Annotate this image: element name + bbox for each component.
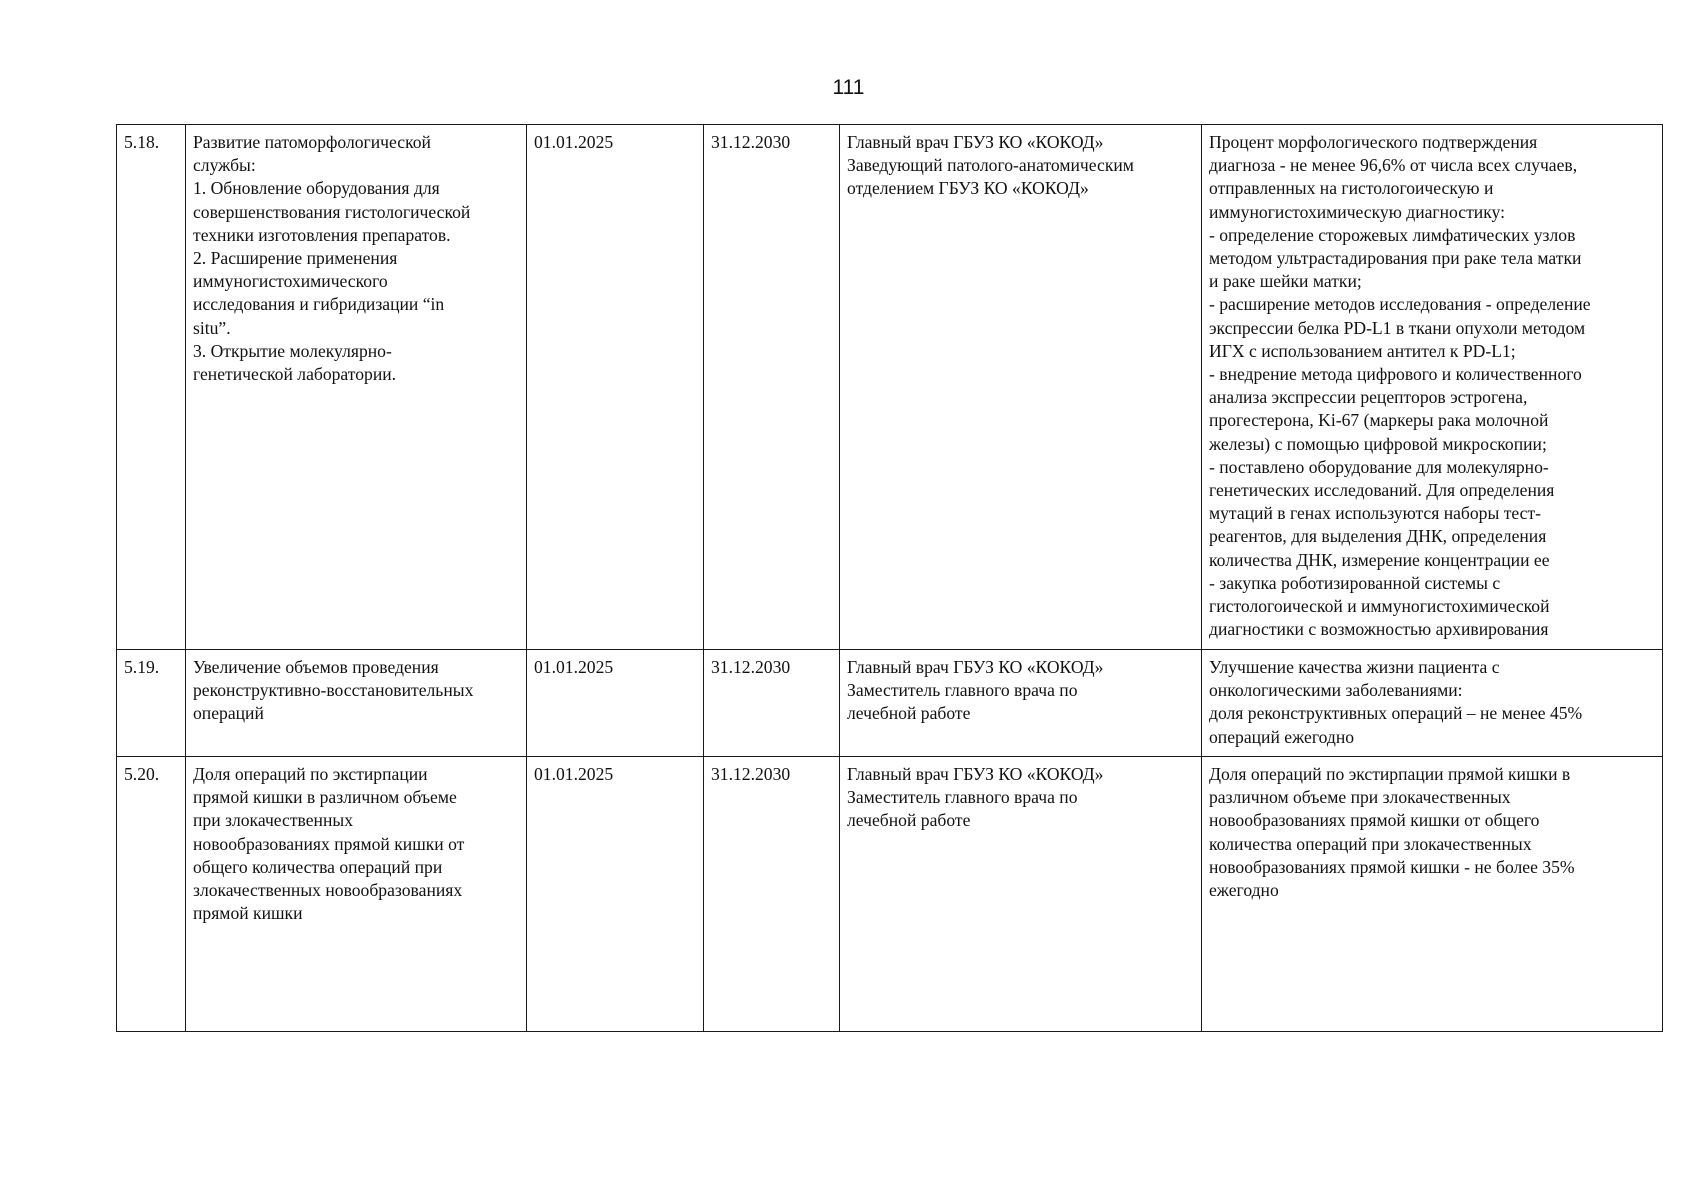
table-row	[117, 650, 1663, 757]
responsible-cell: Главный врач ГБУЗ КО «КОКОД» Заведующий патолого-анатомическим отделением ГБУЗ КО «КОКОД»	[840, 125, 1202, 650]
measures-table	[116, 124, 1663, 1032]
end-date-cell: 31.12.2030	[704, 125, 840, 650]
measure-cell: Доля операций по экстирпации прямой кишки в различном объеме при злокачественных новообразованиях прямой кишки от общего количества операций при злокачественных новообразованиях прямой кишки	[186, 757, 527, 1032]
row-number-cell: 5.19.	[117, 650, 186, 757]
measure-cell: Развитие патоморфологической службы: 1. Обновление оборудования для совершенствования гистологической техники изготовления препаратов. 2. Расширение применения иммуногистохимического исследования и гибридизации “in situ”. 3. Открытие молекулярно- генетической лаборатории.	[186, 125, 527, 650]
table-row	[117, 757, 1663, 1032]
result-cell: Улучшение качества жизни пациента с онкологическими заболеваниями: доля реконструктивных операций – не менее 45% операций ежегодно	[1202, 650, 1663, 757]
responsible-cell: Главный врач ГБУЗ КО «КОКОД» Заместитель главного врача по лечебной работе	[840, 757, 1202, 1032]
end-date-cell: 31.12.2030	[704, 757, 840, 1032]
result-cell: Доля операций по экстирпации прямой кишки в различном объеме при злокачественных новообразованиях прямой кишки от общего количества операций при злокачественных новообразованиях прямой кишки - не более 35% ежегодно	[1202, 757, 1663, 1032]
row-number-cell: 5.20.	[117, 757, 186, 1032]
result-cell: Процент морфологического подтверждения диагноза - не менее 96,6% от числа всех случаев, отправленных на гистологоическую и иммуногистохимическую диагностику: - определение сторожевых лимфатических узлов методом ультрастадирования при раке тела матки и раке шейки матки; - расширение методов исследования - определение экспрессии белка PD-L1 в ткани опухоли методом ИГХ с использованием антител к PD-L1; - внедрение метода цифрового и количественного анализа экспрессии рецепторов эстрогена, прогестерона, Ki-67 (маркеры рака молочной железы) с помощью цифровой микроскопии; - поставлено оборудование для молекулярно- генетических исследований. Для определения мутаций в генах используются наборы тест- реагентов, для выделения ДНК, определения количества ДНК, измерение концентрации ее - закупка роботизированной системы с гистологоической и иммуногистохимической диагностики с возможностью архивирования	[1202, 125, 1663, 650]
table-row	[117, 125, 1663, 650]
start-date-cell: 01.01.2025	[527, 650, 704, 757]
responsible-cell: Главный врач ГБУЗ КО «КОКОД» Заместитель главного врача по лечебной работе	[840, 650, 1202, 757]
measure-cell: Увеличение объемов проведения реконструктивно-восстановительных операций	[186, 650, 527, 757]
row-number-cell: 5.18.	[117, 125, 186, 650]
start-date-cell: 01.01.2025	[527, 125, 704, 650]
page-number: 111	[832, 76, 865, 99]
start-date-cell: 01.01.2025	[527, 757, 704, 1032]
end-date-cell: 31.12.2030	[704, 650, 840, 757]
